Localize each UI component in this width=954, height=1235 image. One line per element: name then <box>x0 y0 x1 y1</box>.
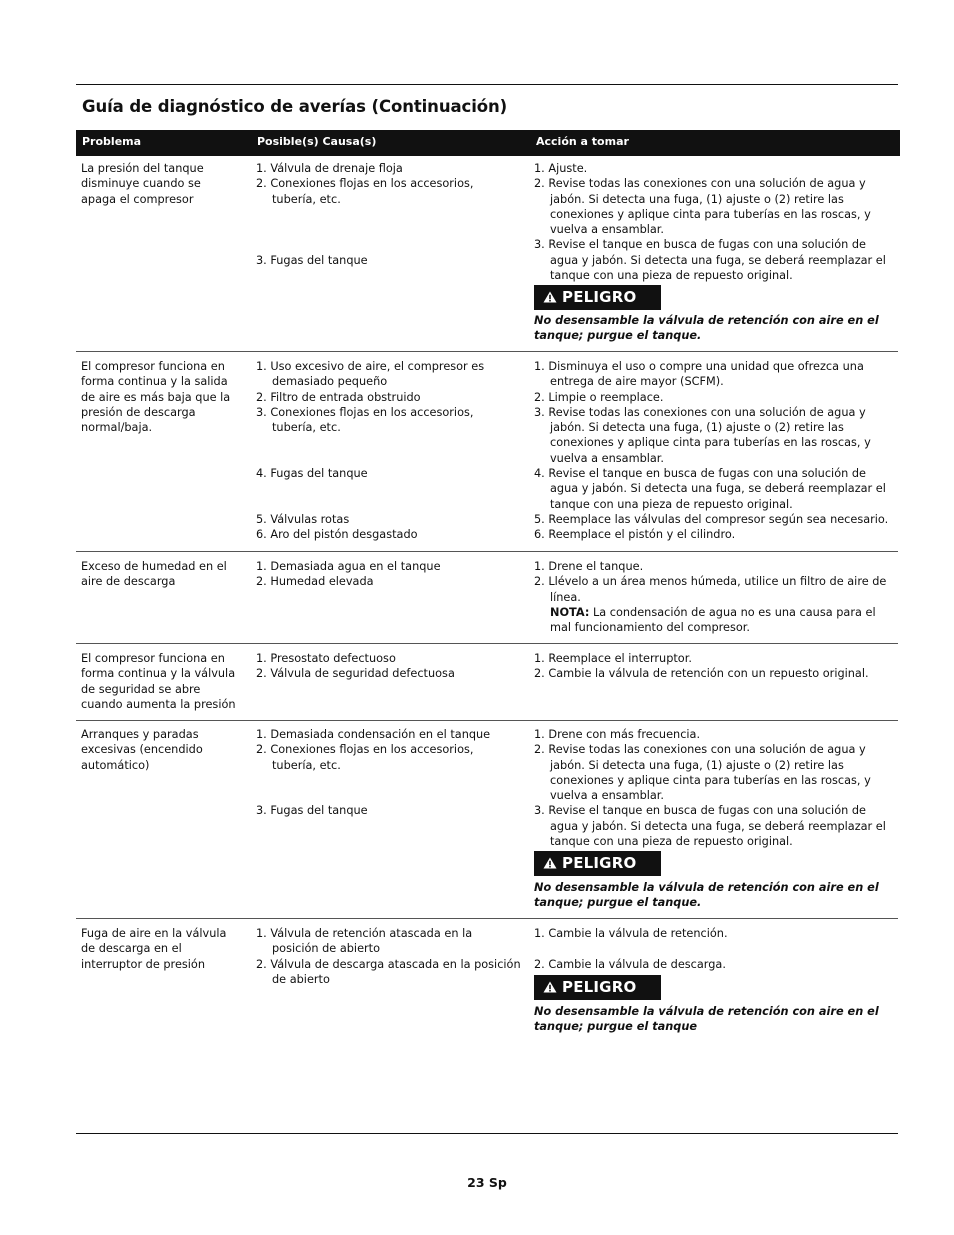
cause-line: posición de abierto <box>272 942 380 956</box>
warning-triangle-icon <box>543 291 557 303</box>
cause-line: 2. Conexiones flojas en los accesorios, <box>256 743 474 757</box>
action-line: 2. Cambie la válvula de descarga. <box>534 957 726 971</box>
action-line: vuelva a ensamblar. <box>550 451 665 465</box>
cause-line: 6. Aro del pistón desgastado <box>256 528 418 542</box>
action-line: 1. Reemplace el interruptor. <box>534 652 692 665</box>
cause-line: 1. Demasiada agua en el tanque <box>256 560 441 573</box>
action-line: jabón. Si detecta una fuga, (1) ajuste o (2) retire las <box>550 192 844 206</box>
table-row <box>76 156 898 352</box>
causes-cell <box>256 926 526 987</box>
problem-line: de seguridad se abre <box>81 682 201 696</box>
action-line: 1. Drene con más frecuencia. <box>534 728 701 741</box>
note-line <box>534 605 896 620</box>
cause-line: 1. Presostato defectuoso <box>256 652 396 665</box>
cause-line <box>256 497 526 512</box>
warning-triangle-icon <box>543 981 557 993</box>
action-line: línea. <box>550 590 581 604</box>
problem-cell <box>81 651 246 712</box>
cause-line <box>256 481 526 496</box>
problem-line: El compresor funciona en <box>81 360 225 373</box>
page-number: 23 Sp <box>467 1175 507 1190</box>
causes-cell <box>256 359 526 543</box>
problem-line: apaga el compresor <box>81 192 194 206</box>
action-line: 1. Cambie la válvula de retención. <box>534 927 728 940</box>
cause-line: 3. Conexiones flojas en los accesorios, <box>256 405 474 419</box>
cause-line <box>256 788 526 803</box>
cause-line: 1. Demasiada condensación en el tanque <box>256 728 491 741</box>
danger-warning-text <box>534 880 896 911</box>
action-line: jabón. Si detecta una fuga, (1) ajuste o (2) retire las <box>550 421 844 435</box>
problem-line: El compresor funciona en <box>81 652 225 665</box>
action-line: agua y jabón. Si detecta una fuga, se deberá reemplazar el <box>550 819 886 833</box>
cause-line <box>256 222 526 237</box>
action-line: 1. Drene el tanque. <box>534 560 644 573</box>
action-line: 3. Revise el tanque en busca de fugas con una solución de <box>534 238 866 252</box>
causes-cell <box>256 559 526 590</box>
problem-line: excesivas (encendido <box>81 743 203 757</box>
action-line: 3. Revise el tanque en busca de fugas con una solución de <box>534 804 866 818</box>
cause-line: tubería, etc. <box>272 758 341 772</box>
action-line: 2. Cambie la válvula de retención con un repuesto original. <box>534 667 869 681</box>
table-header <box>76 130 900 156</box>
problem-line: La presión del tanque <box>81 162 204 175</box>
cause-line: 2. Válvula de seguridad defectuosa <box>256 667 455 681</box>
page-title: Guía de diagnóstico de averías (Continuación) <box>82 97 508 116</box>
actions-cell <box>534 651 896 682</box>
action-line <box>534 941 896 956</box>
problem-cell <box>81 559 246 590</box>
problem-line: interruptor de presión <box>81 957 206 971</box>
cause-line: 1. Válvula de drenaje floja <box>256 162 403 175</box>
cause-line <box>256 435 526 450</box>
note-label: NOTA: <box>550 605 590 619</box>
cause-line <box>256 237 526 252</box>
problem-line: Exceso de humedad en el <box>81 560 227 573</box>
danger-label: PELIGRO <box>562 978 637 996</box>
action-line: conexiones y aplique cinta para tuberías en las roscas, y <box>550 773 871 787</box>
problem-line: Arranques y paradas <box>81 728 199 741</box>
problem-cell <box>81 727 246 773</box>
problem-line: disminuye cuando se <box>81 177 201 191</box>
header-causes: Posible(s) Causa(s) <box>257 135 377 148</box>
problem-line: normal/baja. <box>81 421 153 435</box>
cause-line <box>256 207 526 222</box>
action-line: agua y jabón. Si detecta una fuga, se deberá reemplazar el <box>550 482 886 496</box>
danger-warning-text <box>534 1004 896 1035</box>
cause-line <box>256 451 526 466</box>
cause-line: 4. Fugas del tanque <box>256 467 368 481</box>
bottom-rule <box>76 1133 898 1134</box>
action-line: 6. Reemplace el pistón y el cilindro. <box>534 528 736 542</box>
table-row <box>76 552 898 644</box>
actions-cell <box>534 161 896 283</box>
danger-badge <box>534 975 661 1000</box>
problem-line: de descarga en el <box>81 942 182 956</box>
causes-cell <box>256 727 526 819</box>
table-row <box>76 644 898 721</box>
table-row <box>76 919 898 1049</box>
danger-warning-text <box>534 313 896 344</box>
actions-cell <box>534 559 896 635</box>
danger-label: PELIGRO <box>562 288 637 306</box>
cause-line: 3. Fugas del tanque <box>256 253 368 267</box>
cause-line <box>256 773 526 788</box>
action-line: entrega de aire mayor (SCFM). <box>550 375 724 389</box>
danger-badge <box>534 851 661 876</box>
problem-line: automático) <box>81 758 150 772</box>
action-line: tanque con una pieza de repuesto original. <box>550 269 793 283</box>
problem-line: cuando aumenta la presión <box>81 697 236 711</box>
action-line: 2. Llévelo a un área menos húmeda, utilice un filtro de aire de <box>534 575 887 589</box>
cause-line: 3. Fugas del tanque <box>256 804 368 818</box>
warning-line: No desensamble la válvula de retención con aire en el <box>534 314 879 327</box>
warning-line: tanque; purgue el tanque. <box>534 896 702 910</box>
actions-cell <box>534 359 896 543</box>
cause-line: de abierto <box>272 972 330 986</box>
action-line: 2. Revise todas las conexiones con una solución de agua y <box>534 743 866 757</box>
action-line: tanque con una pieza de repuesto original. <box>550 835 793 849</box>
action-line: 2. Revise todas las conexiones con una solución de agua y <box>534 177 866 191</box>
actions-cell <box>534 926 896 972</box>
problem-line: forma continua y la salida <box>81 375 228 389</box>
cause-line: 2. Humedad elevada <box>256 575 374 589</box>
note-line: mal funcionamiento del compresor. <box>550 621 750 635</box>
cause-line: 2. Filtro de entrada obstruido <box>256 390 421 404</box>
actions-cell <box>534 727 896 849</box>
action-line: 5. Reemplace las válvulas del compresor según sea necesario. <box>534 512 889 526</box>
action-line: 3. Revise todas las conexiones con una solución de agua y <box>534 405 866 419</box>
table-row <box>76 352 898 552</box>
causes-cell <box>256 651 526 682</box>
header-problem: Problema <box>82 135 142 148</box>
warning-line: tanque; purgue el tanque. <box>534 329 702 343</box>
problem-cell <box>81 926 246 972</box>
warning-line: tanque; purgue el tanque <box>534 1020 698 1034</box>
cause-line: demasiado pequeño <box>272 375 388 389</box>
problem-line: de aire es más baja que la <box>81 390 231 404</box>
action-line: 1. Ajuste. <box>534 162 588 175</box>
top-rule <box>76 84 898 85</box>
cause-line: tubería, etc. <box>272 421 341 435</box>
troubleshooting-table <box>76 156 898 1049</box>
problem-line: Fuga de aire en la válvula <box>81 927 227 940</box>
table-row <box>76 721 898 919</box>
action-line: 2. Limpie o reemplace. <box>534 390 664 404</box>
warning-line: No desensamble la válvula de retención con aire en el <box>534 1005 879 1018</box>
note-text: La condensación de agua no es una causa para el <box>592 605 876 619</box>
action-line: 4. Revise el tanque en busca de fugas con una solución de <box>534 467 866 481</box>
cause-line: 2. Válvula de descarga atascada en la posición <box>256 957 521 971</box>
problem-line: presión de descarga <box>81 405 196 419</box>
danger-label: PELIGRO <box>562 854 637 872</box>
header-actions: Acción a tomar <box>536 135 629 148</box>
problem-cell <box>81 359 246 435</box>
cause-line: 1. Válvula de retención atascada en la <box>256 927 473 940</box>
action-line: conexiones y aplique cinta para tuberías en las roscas, y <box>550 207 871 221</box>
action-line: conexiones y aplique cinta para tuberías en las roscas, y <box>550 436 871 450</box>
causes-cell <box>256 161 526 268</box>
action-line: vuelva a ensamblar. <box>550 223 665 237</box>
action-line: 1. Disminuya el uso o compre una unidad que ofrezca una <box>534 360 864 373</box>
action-line: tanque con una pieza de repuesto original. <box>550 497 793 511</box>
problem-line: aire de descarga <box>81 575 176 589</box>
problem-cell <box>81 161 246 207</box>
cause-line: 1. Uso excesivo de aire, el compresor es <box>256 360 485 373</box>
cause-line: 2. Conexiones flojas en los accesorios, <box>256 177 474 191</box>
warning-triangle-icon <box>543 857 557 869</box>
danger-badge <box>534 285 661 310</box>
action-line: vuelva a ensamblar. <box>550 789 665 803</box>
problem-line: forma continua y la válvula <box>81 667 236 681</box>
cause-line: tubería, etc. <box>272 192 341 206</box>
action-line: jabón. Si detecta una fuga, (1) ajuste o (2) retire las <box>550 758 844 772</box>
action-line: agua y jabón. Si detecta una fuga, se deberá reemplazar el <box>550 253 886 267</box>
warning-line: No desensamble la válvula de retención con aire en el <box>534 881 879 894</box>
cause-line: 5. Válvulas rotas <box>256 512 350 526</box>
